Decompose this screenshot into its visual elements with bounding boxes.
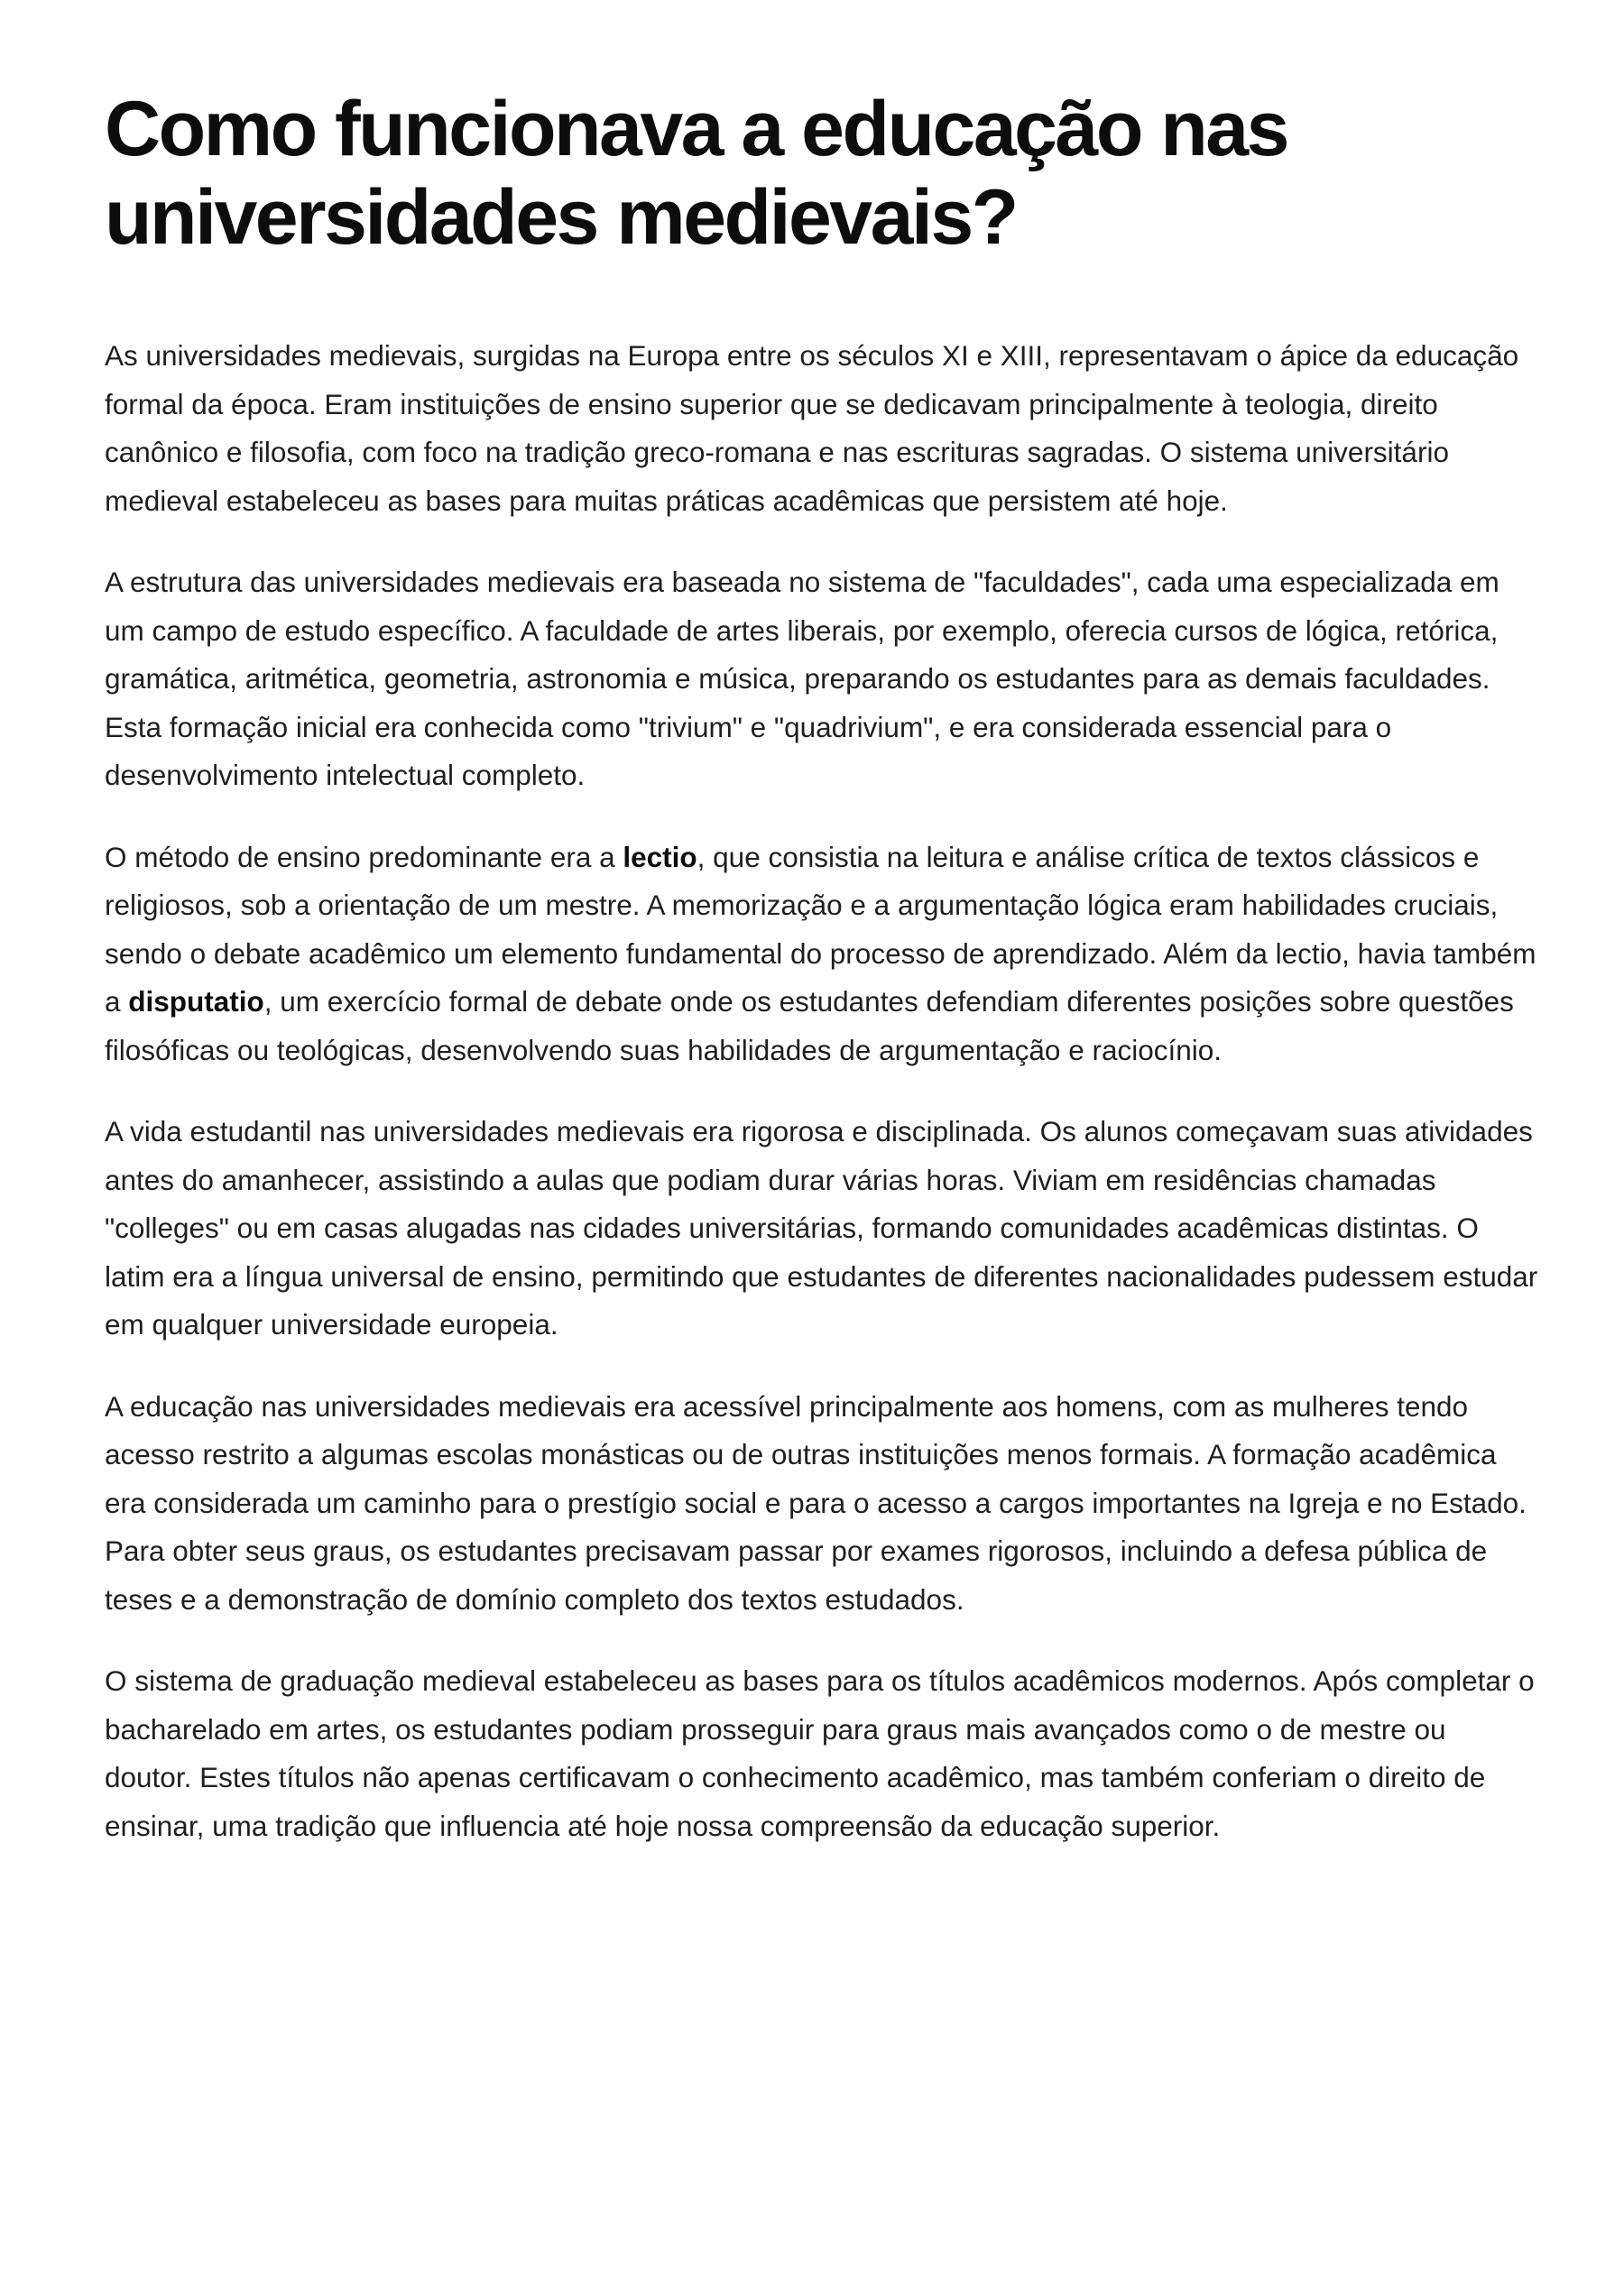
paragraph-student-life: A vida estudantil nas universidades medievais era rigorosa e disciplinada. Os alunos começavam suas atividades antes do amanhecer, assistindo a aulas que podiam durar várias horas. Viviam em residências chamadas "colleges" ou em casas alugadas nas cidades universitárias, formando comunidades acadêmicas distintas. O latim era a língua universal de ensino, permitindo que estudantes de diferentes nacionalidades pudessem estudar em qualquer universidade europeia. [105,1115,1538,1341]
paragraph-text: O método de ensino predominante era a [105,840,623,873]
paragraph-graduation: O sistema de graduação medieval estabeleceu as bases para os títulos acadêmicos modernos. Após completar o bacharelado em artes, os estudantes podiam prosseguir para graus mais avançados como o de mestre ou doutor. Estes títulos não apenas certificavam o conhecimento acadêmico, mas também conferiam o direito de ensinar, uma tradição que influencia até hoje nossa compreensão da educação superior. [105,1664,1535,1842]
bold-term-disputatio: disputatio [128,985,264,1018]
paragraph-introduction: As universidades medievais, surgidas na Europa entre os séculos XI e XIII, representavam o ápice da educação formal da época. Eram instituições de ensino superior que se dedicavam principalmente à teologia, direito canônico e filosofia, com foco na tradição greco-romana e nas escrituras sagradas. O sistema universitário medieval estabeleceu as bases para muitas práticas acadêmicas que persistem até hoje. [105,339,1519,517]
paragraph-text: , um exercício formal de debate onde os estudantes defendiam diferentes posições sobre questões filosóficas ou teológicas, desenvolvendo suas habilidades de argumentação e raciocínio. [105,985,1514,1066]
article-title: Como funcionava a educação nas universidades medievais? [105,86,1287,261]
article [105,85,1539,1884]
paragraph-access: A educação nas universidades medievais era acessível principalmente aos homens, com as mulheres tendo acesso restrito a algumas escolas monásticas ou de outras instituições menos formais. A formação acadêmica era considerada um caminho para o prestígio social e para o acesso a cargos importantes na Igreja e no Estado. Para obter seus graus, os estudantes precisavam passar por exames rigorosos, incluindo a defesa pública de teses e a demonstração de domínio completo dos textos estudados. [105,1389,1527,1616]
bold-term-lectio: lectio [623,840,697,873]
paragraph-structure: A estrutura das universidades medievais era baseada no sistema de "faculdades", cada uma especializada em um campo de estudo específico. A faculdade de artes liberais, por exemplo, oferecia cursos de lógica, retórica, gramática, aritmética, geometria, astronomia e música, preparando os estudantes para as demais faculdades. Esta formação inicial era conhecida como "trivium" e "quadrivium", e era considerada essencial para o desenvolvimento intelectual completo. [105,566,1499,791]
paragraph-teaching-method [105,834,1539,1075]
paragraph-text: , que consistia na leitura e análise crítica de textos clássicos e religiosos, sob a orientação de um mestre. A memorização e a argumentação lógica eram habilidades cruciais, sendo o debate acadêmico um elemento fundamental do processo de aprendizado. Além da lectio, havia também a [105,840,1536,1018]
